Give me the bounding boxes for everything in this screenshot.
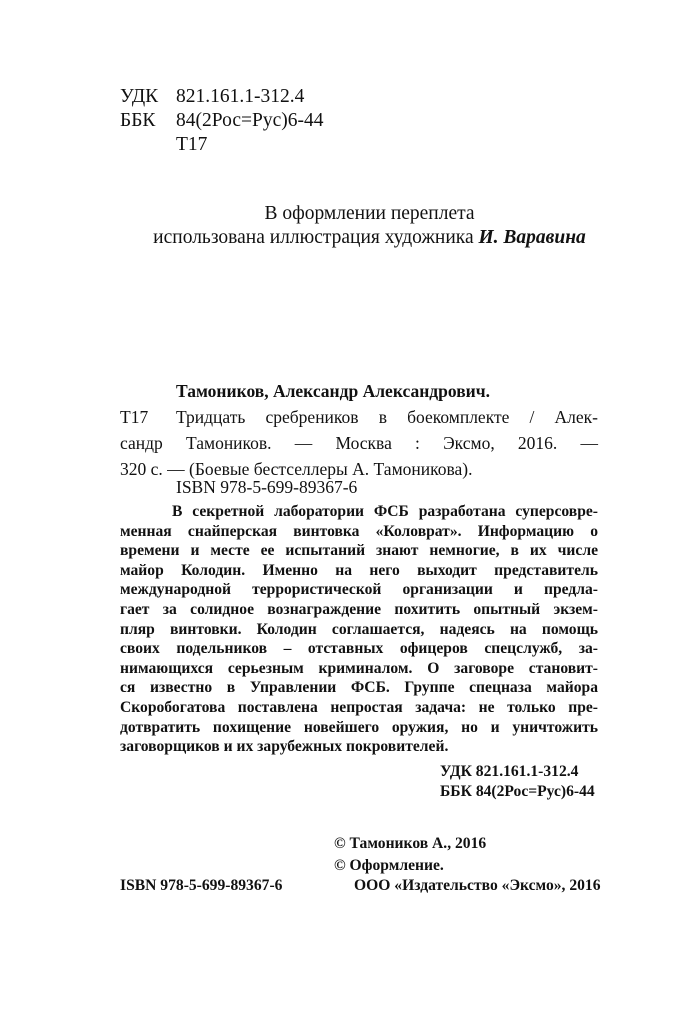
copyright-isbn: ISBN 978-5-699-89367-6 <box>120 877 283 894</box>
copyright-design: © Оформление. <box>334 857 444 874</box>
catalog-mark: Т17 <box>120 407 149 427</box>
annotation-line: международной террористической организации и предла- <box>120 581 598 599</box>
bottom-udk: УДК 821.161.1-312.4 <box>440 763 579 780</box>
catalog-author: Тамоников, Александр Александрович. <box>176 381 490 401</box>
annotation-line: пляр винтовки. Колодин соглашается, надеясь на помощь <box>120 620 598 638</box>
annotation <box>120 502 598 757</box>
annotation-line: менная снайперская винтовка «Коловрат». Информацию о <box>120 522 598 540</box>
bottom-bbk: ББК 84(2Рос=Рус)6-44 <box>440 783 595 800</box>
catalog-line-2: сандр Тамоников. — Москва : Эксмо, 2016. — <box>120 433 598 453</box>
annotation-line: своих подельников – отставных офицеров спецслужб, за- <box>120 640 598 658</box>
annotation-line: майор Колодин. Именно на него выходит представитель <box>120 561 598 579</box>
bbk-label: ББК <box>120 110 156 131</box>
annotation-line: ся известно в Управлении ФСБ. Группе спецназа майора <box>120 679 598 697</box>
illustration-line-2 <box>0 227 691 249</box>
copyright-author: © Тамоников А., 2016 <box>334 835 487 852</box>
illustration-line-1: В оформлении переплета <box>264 203 475 224</box>
annotation-line: гает за солидное вознаграждение похитить опытный экзем- <box>120 600 598 618</box>
catalog-isbn: ISBN 978-5-699-89367-6 <box>176 477 358 497</box>
udk-value: 821.161.1-312.4 <box>176 86 305 107</box>
annotation-line: Скоробогатова поставлена непростая задача: не только пре- <box>120 698 598 716</box>
annotation-line: заговорщиков и их зарубежных покровителей. <box>120 738 449 756</box>
annotation-line: времени и месте ее испытаний знают немногие, в их числе <box>120 542 598 560</box>
artist-name: И. Варавина <box>478 227 586 248</box>
illustration-prefix: использована иллюстрация художника <box>153 227 479 248</box>
udk-label: УДК <box>120 86 159 107</box>
catalog-line-3: 320 с. — (Боевые бестселлеры А. Тамоникова). <box>120 459 473 479</box>
annotation-line: нимающихся серьезным криминалом. О заговоре становит- <box>120 659 598 677</box>
bbk-value: 84(2Рос=Рус)6-44 <box>176 110 324 131</box>
catalog-line-1: Тридцать сребреников в боекомплекте / Алек- <box>176 407 598 427</box>
copyright-publisher: ООО «Издательство «Эксмо», 2016 <box>354 877 601 894</box>
annotation-line: В секретной лаборатории ФСБ разработана суперсовре- <box>172 503 598 520</box>
annotation-line: дотвратить похищение новейшего оружия, но и уничтожить <box>120 718 598 736</box>
author-mark: Т17 <box>176 134 208 155</box>
